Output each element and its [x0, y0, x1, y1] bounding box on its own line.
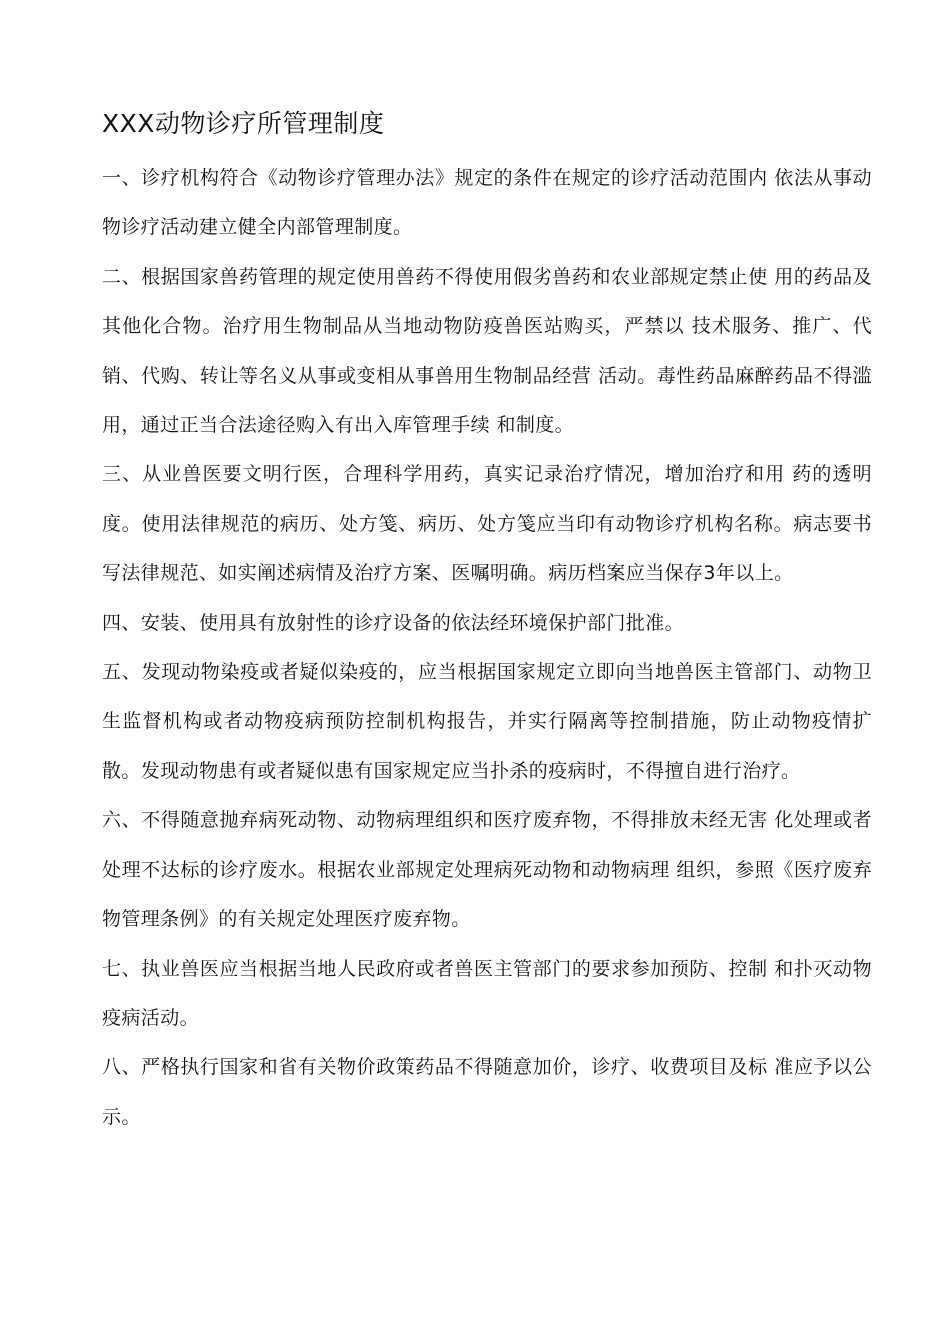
document-page	[102, 104, 872, 1142]
paragraph-6: 六、不得随意抛弃病死动物、动物病理组织和医疗废弃物，不得排放未经无害 化处理或者处理不达标的诊疗废水。根据农业部规定处理病死动物和动物病理 组织，参照《医疗废弃物管理条例》的有关规定处理医疗废弃物。	[102, 809, 872, 931]
document-title: XXX动物诊疗所管理制度	[102, 109, 385, 138]
paragraph-4: 四、安装、使用具有放射性的诊疗设备的依法经环境保护部门批准。	[102, 611, 685, 634]
paragraph-2: 二、根据国家兽药管理的规定使用兽药不得使用假劣兽药和农业部规定禁止使 用的药品及其他化合物。治疗用生物制品从当地动物防疫兽医站购买，严禁以 技术服务、推广、代销、代购、转让等名义从事或变相从事兽用生物制品经营 活动。毒性药品麻醉药品不得滥用，通过正当合法途径购入有出入库管理手续 和制度。	[102, 265, 872, 437]
paragraph-3: 三、从业兽医要文明行医，合理科学用药，真实记录治疗情况，增加治疗和用 药的透明度。使用法律规范的病历、处方笺、病历、处方笺应当印有动物诊疗机构名称。病志要书写法律规范、如实阐述病情及治疗方案、医嘱明确。病历档案应当保存3年以上。	[102, 463, 872, 585]
paragraph-5: 五、发现动物染疫或者疑似染疫的，应当根据国家规定立即向当地兽医主管部门、动物卫生监督机构或者动物疫病预防控制机构报告，并实行隔离等控制措施，防止动物疫情扩散。发现动物患有或者疑似患有国家规定应当扑杀的疫病时，不得擅自进行治疗。	[102, 661, 872, 782]
paragraph-8: 八、严格执行国家和省有关物价政策药品不得随意加价，诊疗、收费项目及标 准应予以公示。	[102, 1056, 872, 1128]
paragraph-7: 七、执业兽医应当根据当地人民政府或者兽医主管部门的要求参加预防、控制 和扑灭动物疫病活动。	[102, 957, 872, 1029]
paragraph-1: 一、诊疗机构符合《动物诊疗管理办法》规定的条件在规定的诊疗活动范围内 依法从事动物诊疗活动建立健全内部管理制度。	[102, 167, 872, 239]
